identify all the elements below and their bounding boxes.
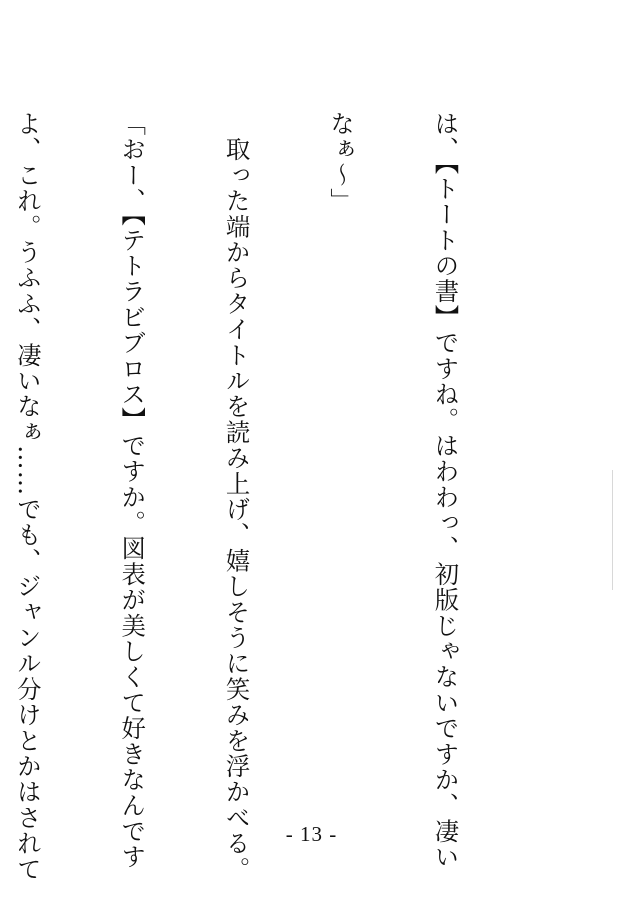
text-line: なぁ～」 <box>326 111 356 214</box>
text-line: よ、これ。うふふ、凄いなぁ……でも、ジャンル分けとかはされて <box>12 111 42 882</box>
text-line: 取った端からタイトルを読み上げ、嬉しそうに笑みを浮かべる。 <box>221 111 251 882</box>
text-line: は、【トートの書】ですね。はわわっ、初版じゃないですか、凄い <box>430 111 460 870</box>
page-number: - 13 - <box>285 822 338 846</box>
text-line: 「おー、【テトラビブロス】ですか。図表が美しくて好きなんです <box>117 111 147 870</box>
scan-edge-mark <box>612 470 613 590</box>
